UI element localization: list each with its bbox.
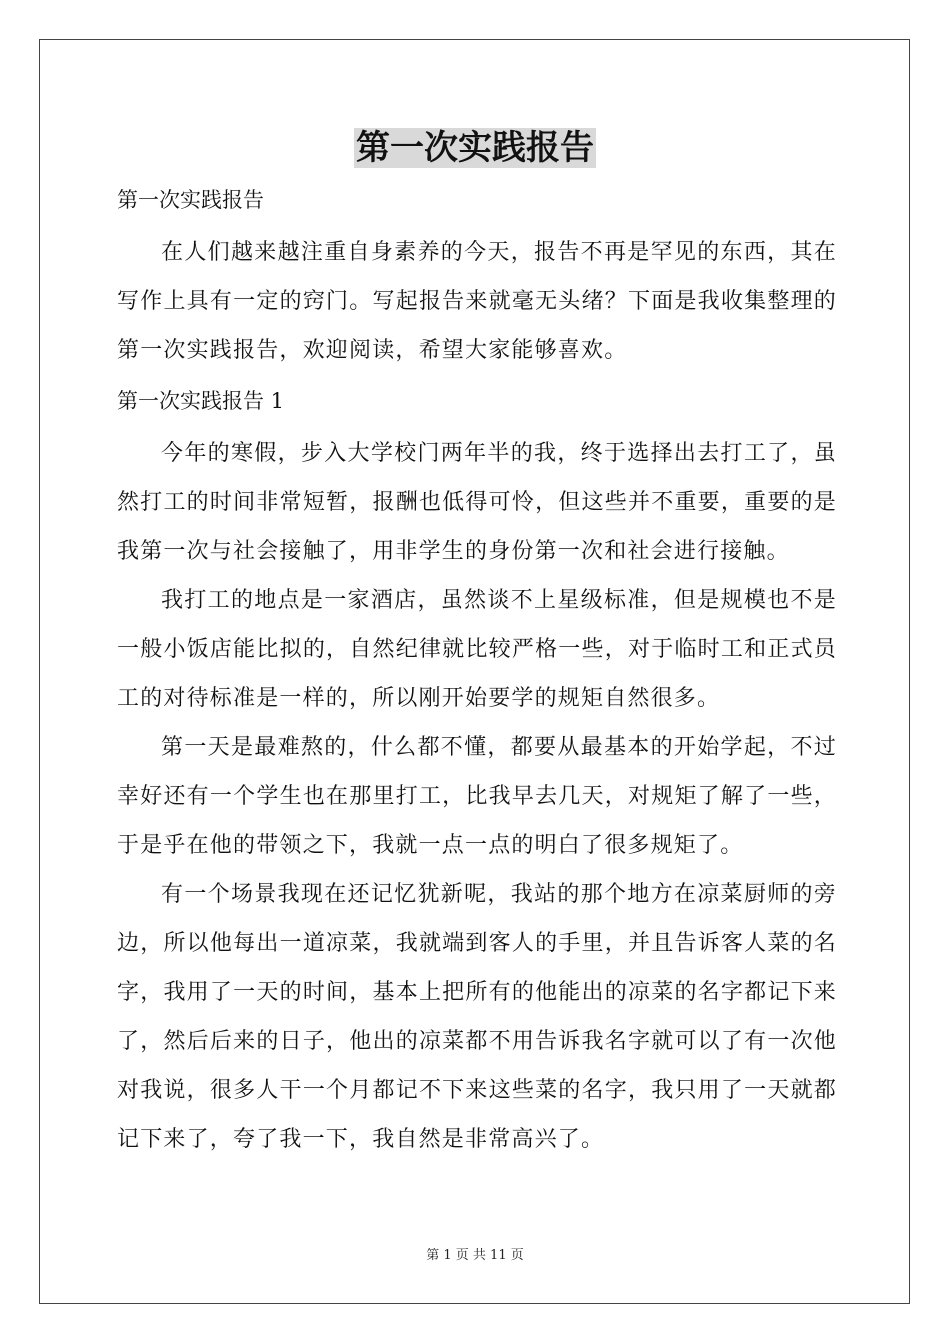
- document-title-text: 第一次实践报告: [356, 128, 594, 168]
- body-paragraph: 今年的寒假，步入大学校门两年半的我，终于选择出去打工了，虽然打工的时间非常短暂，报酬也低得可怜，但这些并不重要，重要的是我第一次与社会接触了，用非学生的身份第一次和社会进行接触。: [117, 441, 837, 564]
- page-number-footer: 第 1 页 共 11 页: [426, 1248, 524, 1263]
- document-subtitle: 第一次实践报告: [117, 188, 264, 212]
- section-heading: 第一次实践报告 1: [117, 389, 285, 413]
- document-title: [0, 126, 950, 170]
- intro-paragraph: 在人们越来越注重自身素养的今天，报告不再是罕见的东西，其在写作上具有一定的窍门。写起报告来就毫无头绪？下面是我收集整理的第一次实践报告，欢迎阅读，希望大家能够喜欢。: [117, 240, 837, 363]
- body-paragraph: 第一天是最难熬的，什么都不懂，都要从最基本的开始学起，不过幸好还有一个学生也在那里打工，比我早去几天，对规矩了解了一些，于是乎在他的带领之下，我就一点一点的明白了很多规矩了。: [117, 735, 837, 858]
- body-paragraph: 有一个场景我现在还记忆犹新呢，我站的那个地方在凉菜厨师的旁边，所以他每出一道凉菜，我就端到客人的手里，并且告诉客人菜的名字，我用了一天的时间，基本上把所有的他能出的凉菜的名字都记下来了，然后后来的日子，他出的凉菜都不用告诉我名字就可以了有一次他对我说，很多人干一个月都记不下来这些菜的名字，我只用了一天就都记下来了，夸了我一下，我自然是非常高兴了。: [117, 882, 837, 1152]
- body-paragraph: 我打工的地点是一家酒店，虽然谈不上星级标准，但是规模也不是一般小饭店能比拟的，自然纪律就比较严格一些，对于临时工和正式员工的对待标准是一样的，所以刚开始要学的规矩自然很多。: [117, 588, 837, 711]
- document-body: [117, 178, 837, 1164]
